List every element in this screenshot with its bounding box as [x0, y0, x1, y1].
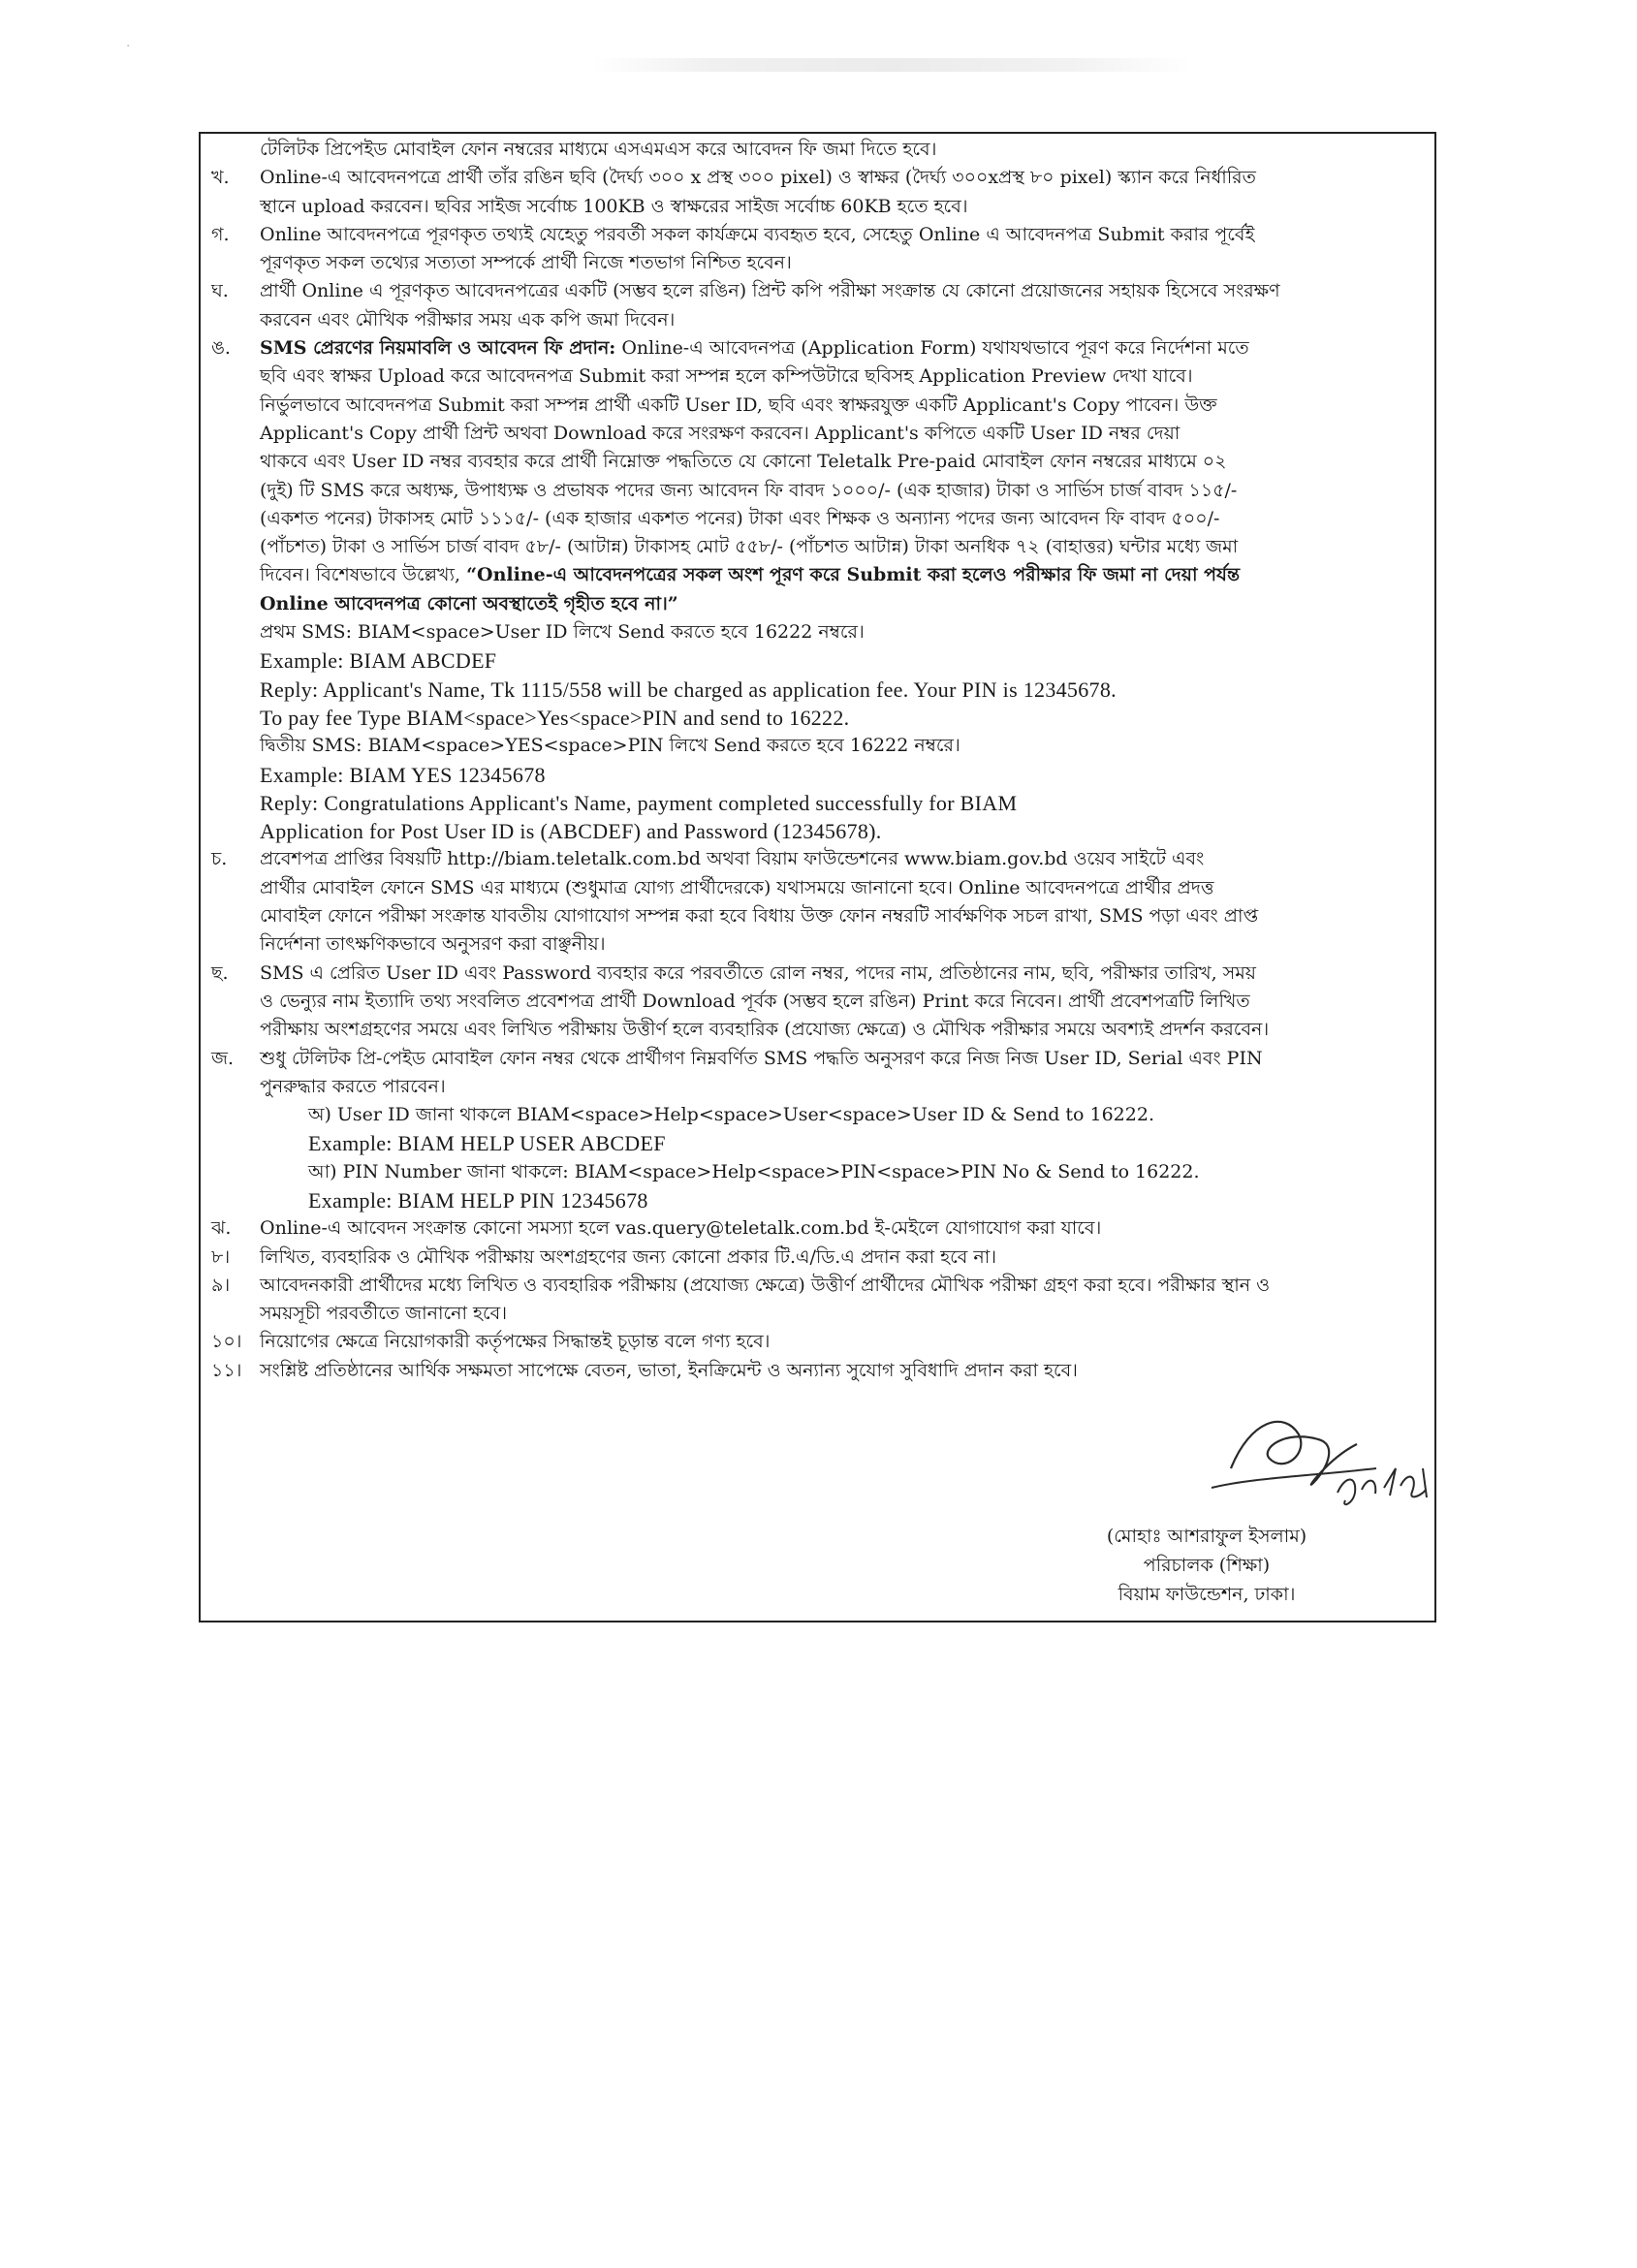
- item-chha: ছ. SMS এ প্রেরিত User ID এবং Password ব্যবহার করে পরবর্তীতে রোল নম্বর, পদের নাম, প্রতিষ্ঠানের নাম, ছবি, পরীক্ষার তারিখ, সময় ও ভেন্যুর নাম ইত্যাদি তথ্য সংবলিত প্রবেশপত্র প্রার্থী Download পূর্বক (সম্ভব হলে রঙিন) Print করে নিবেন। প্রার্থী প্রবেশপত্রটি লিখিত পরীক্ষায় অংশগ্রহণের সময়ে এবং লিখিত পরীক্ষায় উত্তীর্ণ হলে ব্যবহারিক (প্রযোজ্য ক্ষেত্রে) ও মৌখিক পরীক্ষার সময়ে অবশ্যই প্রদর্শন করবেন।: [211, 960, 1427, 1045]
- item-marker: ঙ.: [211, 337, 231, 360]
- important-note-cont: Online আবেদনপত্র কোনো অবস্থাতেই গৃহীত হবে না।”: [260, 592, 678, 614]
- item-marker: ৮।: [211, 1245, 231, 1268]
- header-note: টেলিটক প্রিপেইড মোবাইল ফোন নম্বরের মাধ্যমে এসএমএস করে আবেদন ফি জমা দিতে হবে।: [260, 139, 937, 160]
- handwritten-signature: [1192, 1401, 1444, 1531]
- document-body: [211, 136, 1427, 1385]
- scan-smudge: [591, 58, 1192, 72]
- item-cha: চ. প্রবেশপত্র প্রাপ্তির বিষয়টি http://biam.teletalk.com.bd অথবা বিয়াম ফাউন্ডেশনের www.biam.gov.bd ওয়েব সাইটে এবং প্রার্থীর মোবাইল ফোনে SMS এর মাধ্যমে (শুধুমাত্র যোগ্য প্রার্থীদেরকে) যথাসময়ে জানানো হবে। Online আবেদনপত্রে প্রার্থীর প্রদত্ত মোবাইল ফোনে পরীক্ষা সংক্রান্ত যাবতীয় যোগাযোগ সম্পন্ন করা হবে বিধায় উক্ত ফোন নম্বরটি সার্বক্ষণিক সচল রাখা, SMS পড়া এবং প্রাপ্ত নির্দেশনা তাৎক্ষণিকভাবে অনুসরণ করা বাঞ্ছনীয়।: [211, 845, 1427, 959]
- item-marker: ১০।: [211, 1331, 242, 1353]
- recovery-option-1: অ) User ID জানা থাকলে BIAM<space>Help<space>User<space>User ID & Send to 16222.: [308, 1104, 1154, 1126]
- sms-reply-2: Reply: Congratulations Applicant's Name, payment completed successfully for BIAM: [260, 790, 1018, 815]
- item-jha: ঝ. Online-এ আবেদন সংক্রান্ত কোনো সমস্যা হলে vas.query@teletalk.com.bd ই-মেইলে যোগাযোগ করা যাবে।: [211, 1214, 1427, 1243]
- signatory-name: (মোহাঃ আশরাফুল ইসলাম): [1106, 1526, 1307, 1547]
- recovery-option-2: আ) PIN Number জানা থাকলে: BIAM<space>Help<space>PIN<space>PIN No & Send to 16222.: [308, 1160, 1200, 1182]
- item-marker: গ.: [211, 223, 230, 245]
- sms-example-2: Example: BIAM YES 12345678: [260, 762, 546, 787]
- item-9: ৯। আবেদনকারী প্রার্থীদের মধ্যে লিখিত ও ব্যবহারিক পরীক্ষায় (প্রযোজ্য ক্ষেত্রে) উত্তীর্ণ প্রার্থীদের মৌখিক পরীক্ষা গ্রহণ করা হবে। পরীক্ষার স্থান ও সময়সূচী পরবর্তীতে জানানো হবে।: [211, 1272, 1427, 1329]
- sms-example-1: Example: BIAM ABCDEF: [260, 648, 497, 674]
- item-marker: জ.: [211, 1047, 235, 1069]
- signatory-block: [1052, 1522, 1362, 1609]
- item-marker: ১১।: [211, 1359, 242, 1381]
- item-umo-sms-rules: ঙ. SMS প্রেরণের নিয়মাবলি ও আবেদন ফি প্রদান: Online-এ আবেদনপত্র (Application Form) যথাযথভাবে পূরণ করে নির্দেশনা মতে ছবি এবং স্বাক্ষর Upload করে আবেদনপত্র Submit করা সম্পন্ন হলে কম্পিউটারে ছবিসহ Application Preview দেখা যাবে। নির্ভুলভাবে আবেদনপত্র Submit করা সম্পন্ন প্রার্থী একটি User ID, ছবি এবং স্বাক্ষরযুক্ত একটি Applicant's Copy পাবেন। উক্ত Applicant's Copy প্রার্থী প্রিন্ট অথবা Download করে সংরক্ষণ করবেন। Applicant's কপিতে একটি User ID নম্বর দেয়া থাকবে এবং User ID নম্বর ব্যবহার করে প্রার্থী নিম্নোক্ত পদ্ধতিতে যে কোনো Teletalk Pre-paid মোবাইল ফোন নম্বরের মাধ্যমে ০২ (দুই) টি SMS করে অধ্যক্ষ, উপাধ্যক্ষ ও প্রভাষক পদের জন্য আবেদন ফি বাবদ ১০০০/- (এক হাজার) টাকা ও সার্ভিস চার্জ বাবদ ১১৫/- (একশত পনের) টাকাসহ মোট ১১১৫/- (এক হাজার একশত পনের) টাকা এবং শিক্ষক ও অন্যান্য পদের জন্য আবেদন ফি বাবদ ৫০০/- (পাঁচশত) টাকা ও সার্ভিস চার্জ বাবদ ৫৮/- (আটান্ন) টাকাসহ মোট ৫৫৮/- (পাঁচশত আটান্ন) টাকা অনধিক ৭২ (বাহাত্তর) ঘন্টার মধ্যে জমা দিবেন। বিশেষভাবে উল্লেখ্য, “Online-এ আবেদনপত্রের সকল অংশ পূরণ করে Submit করা হলেও পরীক্ষার ফি জমা না দেয়া পর্যন্ত Online আবেদনপত্র কোনো অবস্থাতেই গৃহীত হবে না।” প্রথম SMS: BIAM<space>User ID লিখে Send করতে হবে 16222 নম্বরে। Example: BIAM ABCDEF Reply: Applicant's Name, Tk 1115/558 will be charged as application fee. Your PIN is 12345678. To pay fee Type BIAM<space>Yes<space>PIN and send to 16222. দ্বিতীয় SMS: BIAM<space>YES<space>PIN লিখে Send করতে হবে 16222 নম্বরে। Example: BIAM YES 12345678 Reply: Congratulations Applicant's Name, payment completed successfully for BIAM Application for Post User ID is (ABCDEF) and Password (12345678).: [211, 334, 1427, 845]
- scan-mark: ·: [126, 39, 131, 54]
- section-heading: SMS প্রেরণের নিয়মাবলি ও আবেদন ফি প্রদান:: [260, 337, 616, 360]
- item-marker: চ.: [211, 848, 228, 870]
- item-10: ১০। নিয়োগের ক্ষেত্রে নিয়োগকারী কর্তৃপক্ষের সিদ্ধান্তই চূড়ান্ত বলে গণ্য হবে।: [211, 1328, 1427, 1356]
- signatory-org: বিয়াম ফাউন্ডেশন, ঢাকা।: [1118, 1584, 1296, 1605]
- sms-reply-1-cont: To pay fee Type BIAM<space>Yes<space>PIN and send to 16222.: [260, 705, 850, 730]
- important-note: “Online-এ আবেদনপত্রের সকল অংশ পূরণ করে Submit করা হলেও পরীক্ষার ফি জমা না দেয়া পর্যন্ত: [466, 564, 1241, 586]
- item-11: ১১। সংশ্লিষ্ট প্রতিষ্ঠানের আর্থিক সক্ষমতা সাপেক্ষে বেতন, ভাতা, ইনক্রিমেন্ট ও অন্যান্য সুযোগ সুবিধাদি প্রদান করা হবে।: [211, 1357, 1427, 1385]
- item-marker: ৯।: [211, 1274, 231, 1296]
- recovery-example-1: Example: BIAM HELP USER ABCDEF: [308, 1131, 666, 1156]
- sms-reply-1: Reply: Applicant's Name, Tk 1115/558 will be charged as application fee. Your PIN is 12345678.: [260, 677, 1117, 702]
- sms-step-2: দ্বিতীয় SMS: BIAM<space>YES<space>PIN লিখে Send করতে হবে 16222 নম্বরে।: [260, 735, 960, 757]
- sms-reply-2-cont: Application for Post User ID is (ABCDEF) and Password (12345678).: [260, 819, 882, 844]
- sms-step-1: প্রথম SMS: BIAM<space>User ID লিখে Send করতে হবে 16222 নম্বরে।: [260, 621, 865, 644]
- item-ja: জ. শুধু টেলিটক প্রি-পেইড মোবাইল ফোন নম্বর থেকে প্রার্থীগণ নিম্নবর্ণিত SMS পদ্ধতি অনুসরণ করে নিজ নিজ User ID, Serial এবং PIN পুনরুদ্ধার করতে পারবেন। অ) User ID জানা থাকলে BIAM<space>Help<space>User<space>User ID & Send to 16222. Example: BIAM HELP USER ABCDEF আ) PIN Number জানা থাকলে: BIAM<space>Help<space>PIN<space>PIN No & Send to 16222. Example: BIAM HELP PIN 12345678: [211, 1045, 1427, 1215]
- signatory-title: পরিচালক (শিক্ষা): [1143, 1555, 1271, 1576]
- item-ga: গ. Online আবেদনপত্রে পূরণকৃত তথ্যই যেহেতু পরবর্তী সকল কার্যক্রমে ব্যবহৃত হবে, সেহেতু Online এ আবেদনপত্র Submit করার পূর্বেই পূরণকৃত সকল তথ্যের সত্যতা সম্পর্কে প্রার্থী নিজে শতভাগ নিশ্চিত হবেন।: [211, 221, 1427, 278]
- item-kha: খ. Online-এ আবেদনপত্রে প্রার্থী তাঁর রঙিন ছবি (দৈর্ঘ্য ৩০০ x প্রস্থ ৩০০ pixel) ও স্বাক্ষর (দৈর্ঘ্য ৩০০xপ্রস্থ ৮০ pixel) স্ক্যান করে নির্ধারিত স্থানে upload করবেন। ছবির সাইজ সর্বোচ্চ 100KB ও স্বাক্ষরের সাইজ সর্বোচ্চ 60KB হতে হবে।: [211, 164, 1427, 221]
- item-marker: খ.: [211, 167, 230, 189]
- item-marker: ঘ.: [211, 280, 229, 302]
- item-gha: ঘ. প্রার্থী Online এ পূরণকৃত আবেদনপত্রের একটি (সম্ভব হলে রঙিন) প্রিন্ট কপি পরীক্ষা সংক্রান্ত যে কোনো প্রয়োজনের সহায়ক হিসেবে সংরক্ষণ করবেন এবং মৌখিক পরীক্ষার সময় এক কপি জমা দিবেন।: [211, 277, 1427, 334]
- item-marker: ঝ.: [211, 1217, 232, 1240]
- recovery-example-2: Example: BIAM HELP PIN 12345678: [308, 1187, 648, 1213]
- item-8: ৮। লিখিত, ব্যবহারিক ও মৌখিক পরীক্ষায় অংশগ্রহণের জন্য কোনো প্রকার টি.এ/ডি.এ প্রদান করা হবে না।: [211, 1244, 1427, 1272]
- item-marker: ছ.: [211, 961, 229, 984]
